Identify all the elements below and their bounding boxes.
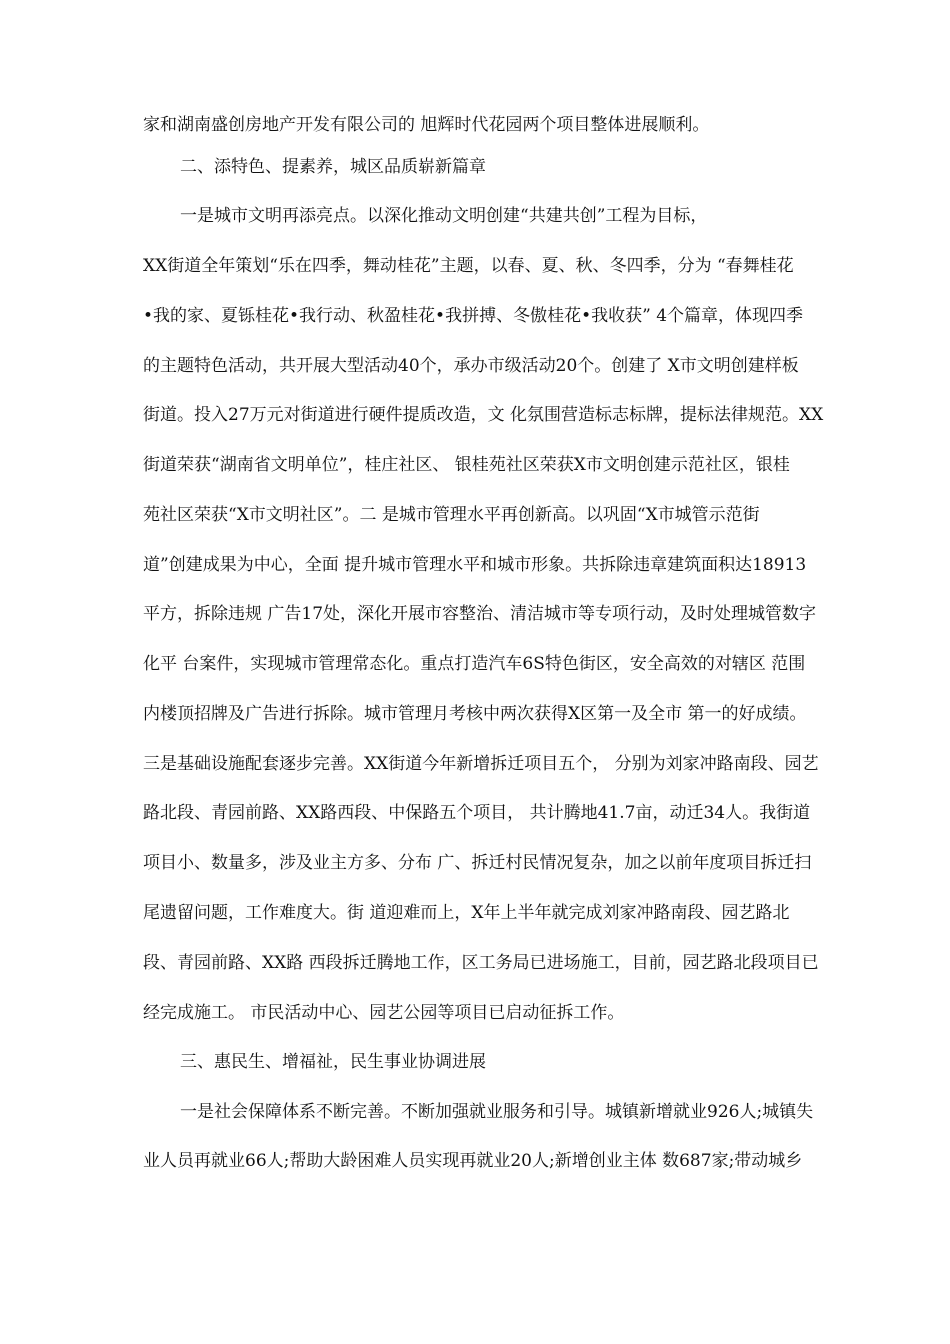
section-heading: 三、惠民生、增福祉，民生事业协调进展 [180,1052,486,1072]
body-text-line: 段、青园前路、XX路 西段拆迁腾地工作，区工务局已进场施工，目前，园艺路北段项目已 [143,953,819,973]
body-text-line: 家和湖南盛创房地产开发有限公司的 旭辉时代花园两个项目整体进展顺利。 [143,115,710,135]
body-text-line: 内楼顶招牌及广告进行拆除。城市管理月考核中两次获得X区第一及全市 第一的好成绩。 [143,704,807,724]
body-text-line: 尾遗留问题，工作难度大。街 道迎难而上，X年上半年就完成刘家冲路南段、园艺路北 [143,903,790,923]
body-text-line: 项目小、数量多，涉及业主方多、分布 广、拆迁村民情况复杂，加之以前年度项目拆迁扫 [143,853,812,873]
paragraph-first-line: 一是城市文明再添亮点。以深化推动文明创建“共建共创”工程为目标， [180,206,708,226]
body-text-line: •我的家、夏铄桂花•我行动、秋盈桂花•我拼搏、冬傲桂花•我收获” 4个篇章，体现四季 [143,306,804,326]
section-heading: 二、添特色、提素养，城区品质崭新篇章 [180,157,486,177]
body-text-line: XX街道全年策划“乐在四季，舞动桂花”主题，以春、夏、秋、冬四季，分为 “春舞桂花 [143,256,794,276]
paragraph-first-line: 一是社会保障体系不断完善。不断加强就业服务和引导。城镇新增就业926人;城镇失 [180,1102,814,1122]
body-text-line: 街道荣获“湖南省文明单位”，桂庄社区、 银桂苑社区荣获X市文明创建示范社区，银桂 [143,455,790,475]
body-text-line: 化平 台案件，实现城市管理常态化。重点打造汽车6S特色街区，安全高效的对辖区 范围 [143,654,806,674]
body-text-line: 平方，拆除违规 广告17处，深化开展市容整治、清洁城市等专项行动，及时处理城管数字 [143,604,817,624]
body-text-line: 三是基础设施配套逐步完善。XX街道今年新增拆迁项目五个， 分别为刘家冲路南段、园艺 [143,754,819,774]
body-text-line: 道”创建成果为中心，全面 提升城市管理水平和城市形象。共拆除违章建筑面积达18913 [143,555,807,575]
body-text-line: 街道。投入27万元对街道进行硬件提质改造，文 化氛围营造标志标牌，提标法律规范。XX [143,405,824,425]
body-text-line: 经完成施工。 市民活动中心、园艺公园等项目已启动征拆工作。 [143,1003,625,1023]
body-text-line: 的主题特色活动，共开展大型活动40个，承办市级活动20个。创建了 X市文明创建样板 [143,356,799,376]
body-text-line: 路北段、青园前路、XX路西段、中保路五个项目， 共计腾地41.7亩，动迁34人。我街道 [143,803,811,823]
body-text-line: 业人员再就业66人;帮助大龄困难人员实现再就业20人;新增创业主体 数687家;带动城乡 [143,1151,803,1171]
body-text-line: 苑社区荣获“X市文明社区”。二 是城市管理水平再创新高。以巩固“X市城管示范街 [143,505,760,525]
